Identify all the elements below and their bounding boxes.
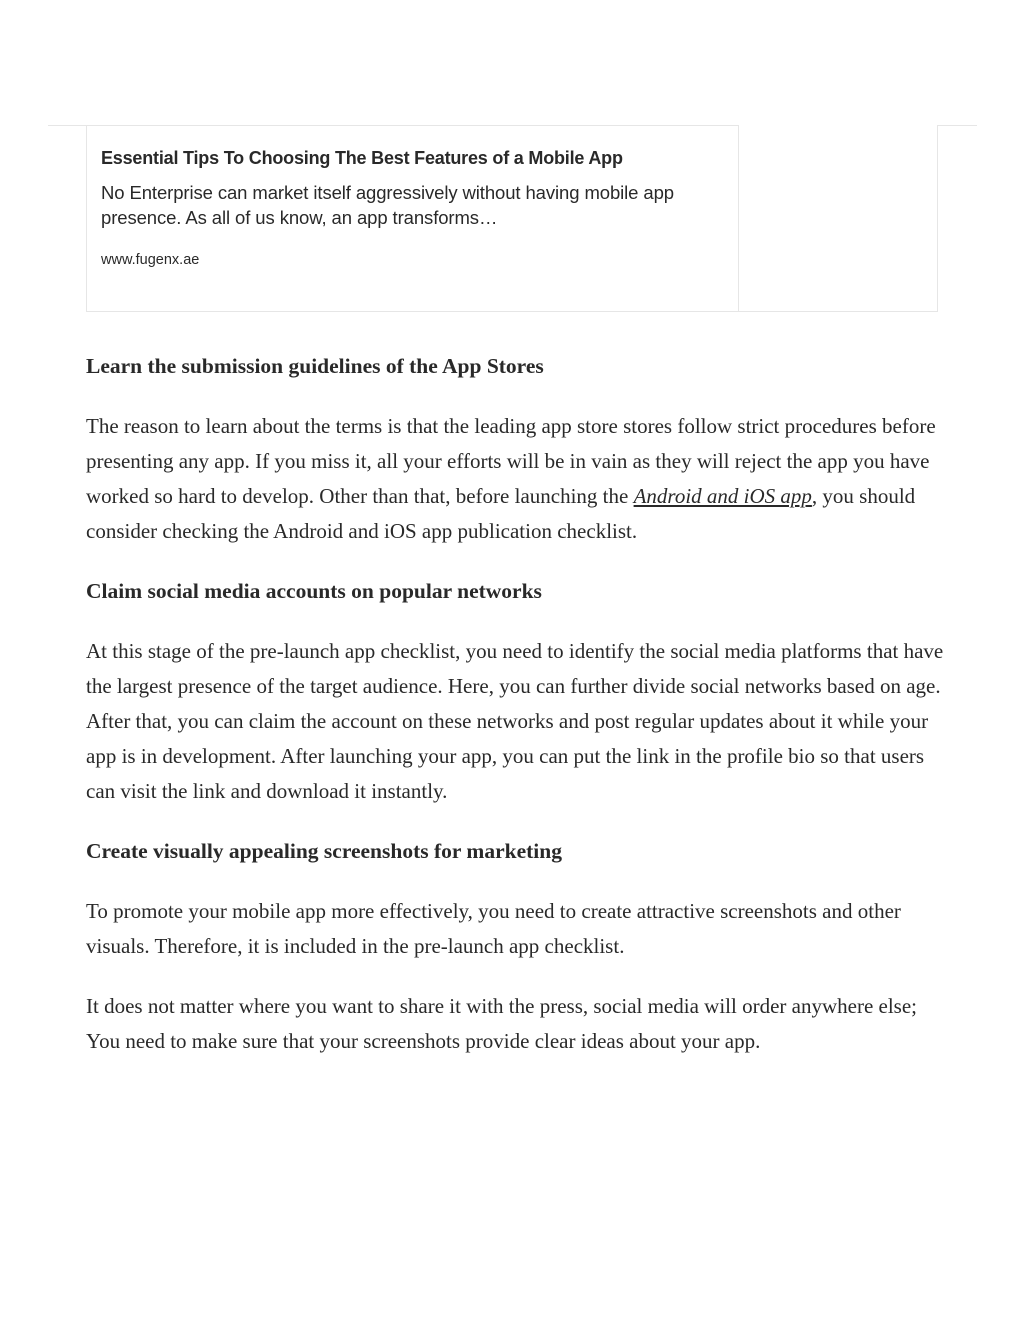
section-heading-submission-guidelines: Learn the submission guidelines of the App Stores [86, 354, 544, 378]
paragraph-text: The reason to learn about the terms is that the leading app store stores follow strict procedures before presenting any app. If you miss it, all your efforts will be in vain as they will reject the app you have worked so hard to develop. Other than that, before launching the [86, 414, 936, 508]
paragraph-screenshots-intro: To promote your mobile app more effectively, you need to create attractive screenshots and other visuals. Therefore, it is included in the pre-launch app checklist. [86, 899, 901, 958]
link-preview-thumbnail [739, 125, 937, 311]
link-preview-title: Essential Tips To Choosing The Best Features of a Mobile App [101, 148, 623, 168]
paragraph-text: , you should consider checking the Android and iOS app publication checklist. [86, 484, 916, 543]
link-preview-description: No Enterprise can market itself aggressively without having mobile app presence. As all of us know, an app transforms… [101, 182, 674, 228]
link-preview-text [87, 125, 739, 311]
android-ios-app-link[interactable]: Android and iOS app [633, 484, 812, 508]
link-preview-card[interactable] [86, 125, 938, 312]
link-preview-domain: www.fugenx.ae [101, 252, 200, 268]
section-heading-screenshots: Create visually appealing screenshots for marketing [86, 839, 562, 863]
paragraph-screenshots-detail: It does not matter where you want to share it with the press, social media will order anywhere else; You need to make sure that your screenshots provide clear ideas about your app. [86, 994, 917, 1053]
article-body [86, 349, 946, 1084]
paragraph-submission-guidelines [86, 409, 946, 549]
section-heading-social-media: Claim social media accounts on popular networks [86, 579, 542, 603]
paragraph-social-media: At this stage of the pre-launch app checklist, you need to identify the social media platforms that have the largest presence of the target audience. Here, you can further divide social networks based on age. After that, you can claim the account on these networks and post regular updates about it while your app is in development. After launching your app, you can put the link in the profile bio so that users can visit the link and download it instantly. [86, 639, 944, 803]
